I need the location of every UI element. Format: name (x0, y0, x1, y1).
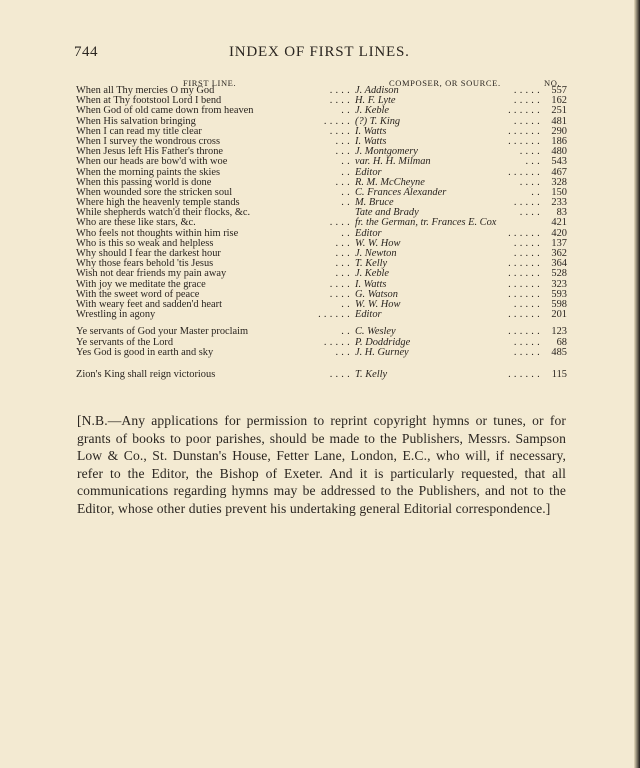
leader-dots: . . . . (329, 95, 350, 107)
leader-dots: . . . . . . (508, 125, 540, 137)
composer-source: C. Wesley (355, 326, 396, 338)
leader-dots: . . . . . . (508, 368, 540, 380)
hymn-number: 68 (556, 336, 567, 348)
index-row (0, 157, 640, 167)
leader-dots: . . . (525, 156, 540, 168)
leader-dots: . . . . . (513, 298, 540, 310)
leader-dots: . . . . . (513, 237, 540, 249)
first-line-text: When all Thy mercies O my God (76, 85, 215, 96)
first-line-text: Wrestling in agony (76, 309, 156, 321)
leader-dots: . . (341, 326, 350, 338)
composer-source: J. Montgomery (355, 146, 418, 158)
first-line-text: Ye servants of God your Master proclaim (76, 326, 249, 338)
composer-source: Editor (355, 227, 382, 239)
first-line-text: With the sweet word of peace (76, 288, 200, 300)
leader-dots: . . . . . (323, 336, 350, 348)
hymn-number: 201 (551, 309, 567, 321)
page-number: 744 (74, 44, 98, 60)
hymn-number: 420 (551, 227, 567, 239)
hymn-number: 323 (551, 278, 567, 290)
first-line-text: When I can read my title clear (76, 125, 202, 137)
leader-dots: . . (341, 227, 350, 239)
hymn-number: 467 (551, 166, 567, 178)
leader-dots: . . . . . . (508, 278, 540, 290)
composer-source: T. Kelly (355, 368, 388, 380)
first-line-text: Who are these like stars, &c. (76, 217, 196, 229)
first-line-text: Ye servants of the Lord (76, 336, 174, 348)
first-line-text: Why those fears behold 'tis Jesus (76, 258, 214, 270)
composer-source: M. Bruce (355, 197, 394, 209)
first-line-text: With weary feet and sadden'd heart (76, 298, 222, 310)
first-line-text: Where high the heavenly temple stands (76, 197, 240, 209)
leader-dots: . . . . . (513, 197, 540, 209)
leader-dots: . . . (335, 346, 350, 358)
leader-dots: . . (341, 156, 350, 168)
hymn-number: 481 (551, 115, 567, 127)
first-line-text: When His salvation bringing (76, 115, 196, 127)
hymn-number: 598 (551, 298, 567, 310)
hymn-number: 362 (551, 248, 567, 259)
leader-dots: . . . (335, 237, 350, 249)
index-row (0, 310, 640, 320)
hymn-number: 364 (551, 258, 567, 270)
hymn-number: 543 (551, 156, 567, 168)
composer-source: G. Watson (355, 288, 398, 300)
first-line-text: When at Thy footstool Lord I bend (76, 95, 222, 107)
first-line-text: Who is this so weak and helpless (76, 237, 214, 249)
index-row (0, 327, 640, 337)
composer-source: I. Watts (355, 278, 387, 290)
leader-dots: . . . . . . (508, 258, 540, 270)
hymn-number: 115 (551, 368, 567, 380)
hymn-number: 593 (551, 288, 567, 300)
leader-dots: . . (531, 186, 540, 198)
hymn-number: 528 (551, 268, 567, 280)
leader-dots: . . . . . . (508, 326, 540, 338)
leader-dots: . . . . . (513, 95, 540, 107)
hymn-number: 557 (551, 85, 567, 96)
first-line-text: Wish not dear friends my pain away (76, 268, 227, 280)
composer-source: J. Keble (355, 268, 390, 280)
composer-source: I. Watts (355, 135, 387, 147)
leader-dots: . . (341, 166, 350, 178)
composer-source: T. Kelly (355, 258, 388, 270)
hymn-number: 233 (551, 197, 567, 209)
leader-dots: . . . . . . (318, 309, 350, 321)
leader-dots: . . . . . (513, 346, 540, 358)
first-line-text: When Jesus left His Father's throne (76, 146, 224, 158)
leader-dots: . . . (335, 176, 350, 188)
hymn-number: 290 (551, 125, 567, 137)
first-line-text: When God of old came down from heaven (76, 105, 254, 117)
composer-source: Tate and Brady (355, 207, 419, 219)
leader-dots: . . . . . (323, 115, 350, 127)
leader-dots: . . (341, 298, 350, 310)
first-line-text: When the morning paints the skies (76, 166, 220, 178)
leader-dots: . . . . (519, 146, 540, 158)
composer-source: C. Frances Alexander (355, 186, 447, 198)
first-line-text: When this passing world is done (76, 176, 212, 188)
leader-dots: . . . . (329, 368, 350, 380)
first-line-text: Why should I fear the darkest hour (76, 248, 221, 259)
first-line-text: Zion's King shall reign victorious (76, 368, 216, 380)
hymn-number: 123 (551, 326, 567, 338)
leader-dots: . . (341, 186, 350, 198)
column-header-composer: COMPOSER, OR SOURCE. (389, 78, 501, 88)
composer-source: var. H. H. Milman (355, 156, 431, 168)
composer-source: J. Newton (355, 248, 397, 259)
index-row (0, 370, 640, 380)
hymn-number: 83 (556, 207, 567, 219)
first-line-text: Yes God is good in earth and sky (76, 346, 214, 358)
hymn-number: 186 (551, 135, 567, 147)
first-line-text: When wounded sore the stricken soul (76, 186, 233, 198)
composer-source: H. F. Lyte (355, 95, 396, 107)
column-header-number: NO. (544, 78, 561, 88)
publisher-note: [N.B.—Any applications for permission to reprint copyright hymns or tunes, or for grants of books to poor parishes, should be made to the Publishers, Messrs. Sampson Low & Co., St. Dunstan's House, Fetter Lane, London, E.C., who will, if necessary, refer to the Editor, the Bishop of Exeter. And it is particularly requested, that all communications regarding hymns may be addressed to the Publishers, and not to the Editor, whose other duties prevent his undertaking general Editorial correspondence.] (77, 413, 566, 516)
hymn-number: 251 (551, 105, 567, 117)
hymn-number: 480 (551, 146, 567, 158)
first-line-text: When our heads are bow'd with woe (76, 156, 228, 168)
leader-dots: . . . . (329, 288, 350, 300)
leader-dots: . . . . . (513, 248, 540, 259)
hymn-number: 421 (551, 217, 567, 229)
composer-source: P. Doddridge (355, 336, 411, 348)
leader-dots: . . . . . (513, 85, 540, 96)
leader-dots: . . . . . (513, 115, 540, 127)
leader-dots: . . . . (519, 207, 540, 219)
leader-dots: . . . . . . (508, 135, 540, 147)
index-row (0, 348, 640, 358)
first-line-text: With joy we meditate the grace (76, 278, 206, 290)
leader-dots: . . . . . . (508, 227, 540, 239)
first-line-text: While shepherds watch'd their flocks, &c. (76, 207, 251, 219)
leader-dots: . . . . (329, 85, 350, 96)
leader-dots: . . . . . . (508, 105, 540, 117)
composer-source: Editor (355, 166, 382, 178)
leader-dots: . . . . . . (508, 309, 540, 321)
hymn-number: 137 (551, 237, 567, 249)
composer-source: Editor (355, 309, 382, 321)
leader-dots: . . . . . . (508, 288, 540, 300)
leader-dots: . . . . (329, 278, 350, 290)
composer-source: W. W. How (355, 298, 401, 310)
leader-dots: . . . (335, 248, 350, 259)
composer-source: J. H. Gurney (355, 346, 409, 358)
composer-source: W. W. How (355, 237, 401, 249)
composer-source: (?) T. King (355, 115, 401, 127)
leader-dots: . . . (335, 146, 350, 158)
leader-dots: . . . . (519, 176, 540, 188)
leader-dots: . . . . (329, 125, 350, 137)
first-line-text: When I survey the wondrous cross (76, 135, 220, 147)
composer-source: J. Addison (355, 85, 399, 96)
composer-source: I. Watts (355, 125, 387, 137)
composer-source: J. Keble (355, 105, 390, 117)
leader-dots: . . (341, 197, 350, 209)
leader-dots: . . . (335, 268, 350, 280)
page-title: INDEX OF FIRST LINES. (229, 44, 410, 60)
first-line-text: Who feels not thoughts within him rise (76, 227, 239, 239)
leader-dots: . . . . . . (508, 268, 540, 280)
column-header-first-line: FIRST LINE. (183, 78, 237, 88)
leader-dots: . . . . . (513, 336, 540, 348)
index-table (0, 86, 640, 380)
leader-dots: . . . (335, 258, 350, 270)
hymn-number: 150 (551, 186, 567, 198)
composer-source: R. M. McCheyne (355, 176, 425, 188)
leader-dots: . . . . (329, 217, 350, 229)
leader-dots: . . (341, 105, 350, 117)
composer-source: fr. the German, tr. Frances E. Cox (355, 217, 497, 229)
leader-dots: . . . . . . (508, 166, 540, 178)
hymn-number: 485 (551, 346, 567, 358)
hymn-number: 162 (551, 95, 567, 107)
leader-dots: . . . (335, 135, 350, 147)
hymn-number: 328 (551, 176, 567, 188)
